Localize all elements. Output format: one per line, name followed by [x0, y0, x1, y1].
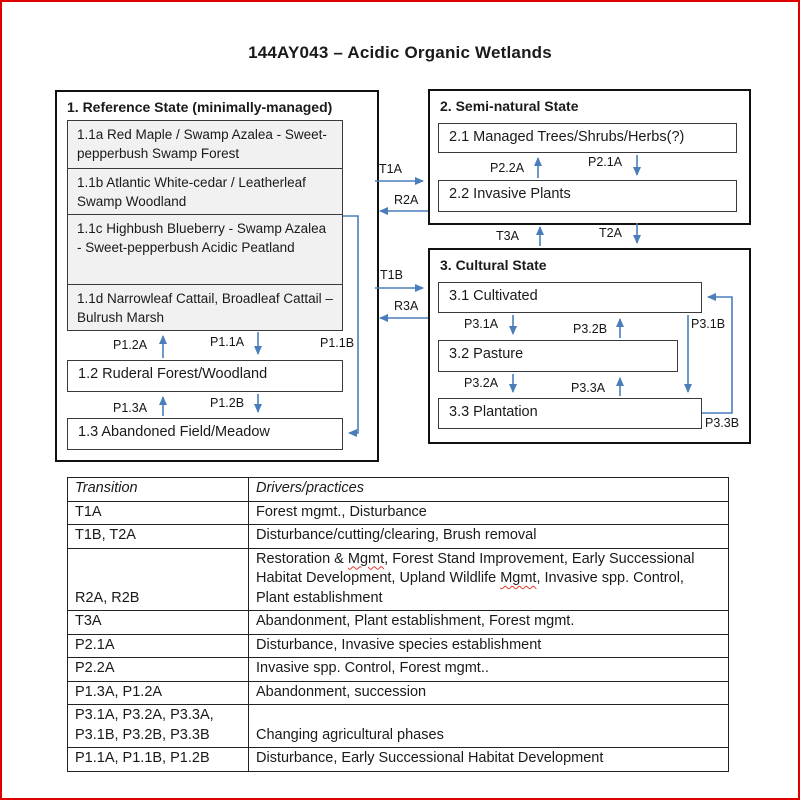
label-P1.2A: P1.2A [113, 338, 148, 352]
community-1-1d: 1.1d Narrowleaf Cattail, Broadleaf Cattail – Bulrush Marsh [68, 285, 342, 330]
drivers-text: Abandonment, succession [256, 683, 427, 700]
drivers-text: Abandonment, Plant establishment, Forest mgmt. [256, 613, 575, 629]
label-P1.1B: P1.1B [320, 336, 355, 350]
page-title: 144AY043 – Acidic Organic Wetlands [248, 43, 552, 62]
label-P3.1A: P3.1A [464, 317, 499, 331]
drivers-text: , Forest Stand Improvement, Early Successional Habitat Development, Upland Wildlife [256, 550, 695, 586]
label-T3A: T3A [496, 229, 519, 243]
state2-title: 2. Semi-natural State [440, 98, 579, 114]
drivers-text-misspelled: Mgmt [500, 570, 537, 586]
phase-3-1: 3.1 Cultivated [438, 282, 702, 313]
label-P1.1A: P1.1A [210, 335, 245, 349]
cell-transition: P2.1A [68, 634, 249, 658]
cell-transition: T3A [68, 611, 249, 635]
label-T1B: T1B [380, 268, 403, 282]
label-R2A: R2A [394, 193, 419, 207]
state1-title: 1. Reference State (minimally-managed) [67, 99, 333, 115]
table-row [68, 705, 729, 748]
label-P3.3B: P3.3B [705, 416, 740, 430]
cell-transition: P1.1A, P1.1B, P1.2B [68, 748, 249, 772]
phase-1-3: 1.3 Abandoned Field/Meadow [67, 418, 343, 450]
table-row [68, 548, 729, 611]
drivers-text: Forest mgmt., Disturbance [256, 503, 427, 520]
drivers-text-misspelled: Mgmt [347, 550, 385, 567]
drivers-text: Invasive spp. Control, Forest mgmt.. [256, 660, 489, 676]
drivers-text: Disturbance/cutting/clearing, Brush removal [256, 527, 537, 543]
cell-drivers [249, 681, 729, 705]
label-P1.2B: P1.2B [210, 396, 245, 410]
table-row [68, 525, 729, 549]
label-T2A: T2A [599, 226, 622, 240]
label-P2.2A: P2.2A [490, 161, 525, 175]
table-row [68, 501, 729, 525]
drivers-text: Disturbance, Invasive species establishment [256, 636, 542, 653]
community-1-1a: 1.1a Red Maple / Swamp Azalea - Sweet-pepperbush Swamp Forest [68, 121, 342, 169]
phase-3-3: 3.3 Plantation [438, 398, 702, 429]
phase-2-1: 2.1 Managed Trees/Shrubs/Herbs(?) [438, 123, 737, 153]
cell-drivers [249, 611, 729, 635]
label-P2.1A: P2.1A [588, 155, 623, 169]
table-row [68, 634, 729, 658]
state1-community-stack [67, 120, 343, 331]
table-header-drivers: Drivers/practices [249, 478, 729, 502]
table-header-row [68, 478, 729, 502]
drivers-text: Restoration & [256, 550, 348, 567]
label-T1A: T1A [379, 162, 402, 176]
cell-drivers [249, 634, 729, 658]
label-P3.1B: P3.1B [691, 317, 726, 331]
phase-1-2: 1.2 Ruderal Forest/Woodland [67, 360, 343, 392]
label-P1.3A: P1.3A [113, 401, 148, 415]
state3-title: 3. Cultural State [440, 257, 547, 273]
table-row [68, 658, 729, 682]
cell-transition: T1A [68, 501, 249, 525]
table-row [68, 748, 729, 772]
cell-drivers [249, 705, 729, 748]
cell-drivers [249, 525, 729, 549]
community-1-1b: 1.1b Atlantic White-cedar / Leatherleaf Swamp Woodland [68, 169, 342, 215]
phase-3-2: 3.2 Pasture [438, 340, 678, 372]
transition-drivers-table [67, 477, 729, 772]
drivers-text: Changing agricultural phases [256, 726, 444, 743]
label-P3.2B: P3.2B [573, 322, 608, 336]
table-header-transition: Transition [68, 478, 249, 502]
phase-2-2: 2.2 Invasive Plants [438, 180, 737, 212]
cell-transition: T1B, T2A [68, 525, 249, 549]
cell-transition: R2A, R2B [68, 548, 249, 611]
table-row [68, 681, 729, 705]
drivers-text: Disturbance, Early Successional Habitat Development [256, 750, 604, 766]
label-P3.2A: P3.2A [464, 376, 499, 390]
cell-drivers [249, 501, 729, 525]
cell-transition: P2.2A [68, 658, 249, 682]
table-row [68, 611, 729, 635]
cell-transition: P3.1A, P3.2A, P3.3A, P3.1B, P3.2B, P3.3B [68, 705, 249, 748]
community-1-1c: 1.1c Highbush Blueberry - Swamp Azalea - Sweet-pepperbush Acidic Peatland [68, 215, 342, 285]
cell-drivers [249, 748, 729, 772]
cell-drivers [249, 548, 729, 611]
label-R3A: R3A [394, 299, 419, 313]
cell-transition: P1.3A, P1.2A [68, 681, 249, 705]
drivers-text: , Invasive spp. Control, Plant establishment [256, 570, 684, 606]
label-P3.3A: P3.3A [571, 381, 606, 395]
cell-drivers [249, 658, 729, 682]
